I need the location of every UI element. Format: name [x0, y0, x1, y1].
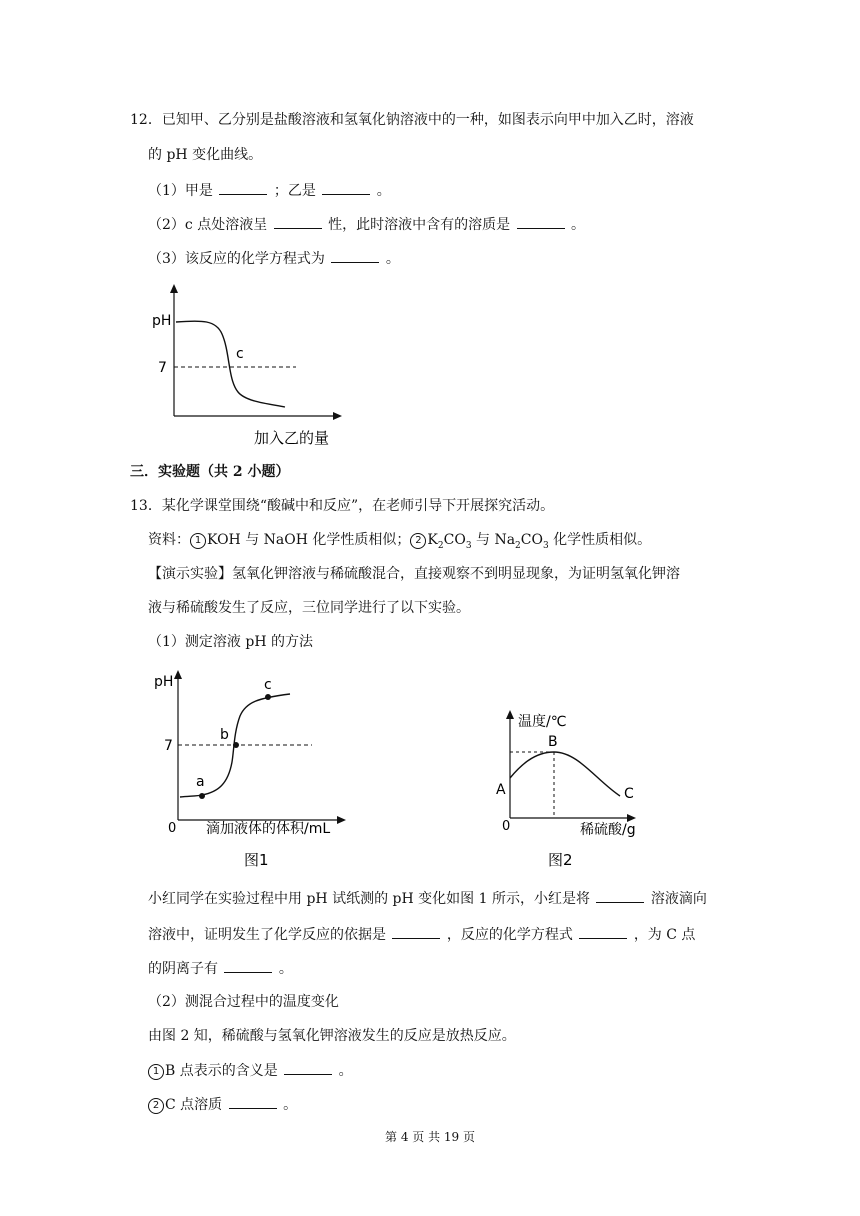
text2-c: ，为 C 点 — [633, 927, 696, 943]
q12-ylabel: pH — [152, 313, 172, 329]
fig2-caption: 图2 — [548, 851, 573, 869]
formula-sub: 3 — [465, 540, 472, 551]
c-end: 。 — [283, 1097, 298, 1113]
q13-text-line2 — [148, 924, 695, 945]
answer-blank[interactable] — [331, 248, 379, 263]
q13-stem: 13．某化学课堂围绕“酸碱中和反应”，在老师引导下开展探究活动。 — [130, 498, 555, 514]
q12-part3-label: （3）该反应的化学方程式为 — [148, 251, 325, 267]
fig2-label-c: C — [624, 786, 634, 802]
q12-part2-label-a: （2）c 点处溶液呈 — [148, 217, 268, 233]
q12-part2-end: 。 — [571, 217, 586, 233]
section-title: 三．实验题（共 2 小题） — [130, 464, 290, 480]
fig2-label-a: A — [496, 782, 506, 798]
q13-sub2: （2）测混合过程中的温度变化 — [148, 994, 339, 1010]
q12-ph-graph — [140, 280, 360, 450]
q13-reference — [148, 530, 651, 556]
answer-blank[interactable] — [517, 214, 565, 229]
text1-b: 溶液滴向 — [650, 891, 707, 907]
formula-co: CO — [520, 532, 543, 548]
formula-sub: 3 — [542, 540, 549, 551]
figure-2-temperature-curve — [490, 700, 650, 872]
b-end: 。 — [338, 1063, 353, 1079]
ref-label: 资料： — [148, 532, 190, 548]
q12-xlabel: 加入乙的量 — [254, 429, 330, 447]
answer-blank[interactable] — [219, 180, 267, 195]
q12-part3 — [148, 248, 400, 269]
ref-end: 化学性质相似。 — [548, 532, 652, 548]
q12-point-c-label: c — [236, 346, 244, 362]
circle-number-2: 2 — [148, 1098, 164, 1114]
q13-sub1: （1）测定溶液 pH 的方法 — [148, 634, 313, 650]
circle-number-2: 2 — [410, 533, 426, 549]
q12-stem-line1: 12．已知甲、乙分别是盐酸溶液和氢氧化钠溶液中的一种，如图表示向甲中加入乙时，溶液 — [130, 112, 694, 128]
ref-mid: 与 Na — [471, 532, 516, 548]
fig1-xlabel: 滴加液体的体积/mL — [206, 821, 331, 837]
fig1-origin: 0 — [168, 821, 177, 836]
q12-y7-label: 7 — [158, 360, 167, 376]
figure-1-ph-curve — [140, 662, 360, 872]
text3-a: 的阴离子有 — [148, 961, 218, 977]
answer-blank[interactable] — [322, 180, 370, 195]
formula-sub: 2 — [437, 540, 444, 551]
q13-fig2-text: 由图 2 知，稀硫酸与氢氧化钾溶液发生的反应是放热反应。 — [148, 1028, 516, 1044]
formula-sub: 2 — [515, 540, 521, 551]
formula-co: CO — [443, 532, 466, 548]
answer-blank[interactable] — [596, 888, 644, 903]
q13-c-item — [148, 1094, 297, 1115]
q13-text-line1 — [148, 888, 707, 909]
circle-number-1: 1 — [148, 1064, 164, 1080]
c-text: C 点溶质 — [165, 1097, 223, 1113]
q12-stem-line2: 的 pH 变化曲线。 — [148, 147, 263, 163]
circle-number-1: 1 — [190, 533, 206, 549]
b-text: B 点表示的含义是 — [165, 1063, 278, 1079]
fig1-label-b: b — [220, 727, 229, 743]
ref-item1: KOH 与 NaOH 化学性质相似； — [207, 532, 411, 548]
fig1-y7-label: 7 — [164, 738, 173, 754]
fig1-ylabel: pH — [154, 674, 174, 690]
answer-blank[interactable] — [392, 924, 440, 939]
q12-part2 — [148, 214, 585, 235]
answer-blank[interactable] — [224, 958, 272, 973]
fig2-origin: 0 — [502, 819, 511, 834]
text2-b: ，反应的化学方程式 — [446, 927, 573, 943]
fig2-ylabel: 温度/℃ — [518, 714, 567, 730]
answer-blank[interactable] — [579, 924, 627, 939]
text2-a: 溶液中，证明发生了化学反应的依据是 — [148, 927, 386, 943]
q13-demo-line2: 液与稀硫酸发生了反应，三位同学进行了以下实验。 — [148, 600, 470, 616]
point-c — [265, 694, 271, 700]
fig1-label-a: a — [196, 774, 205, 790]
answer-blank[interactable] — [284, 1060, 332, 1075]
q13-b-item — [148, 1060, 353, 1081]
text1-a: 小红同学在实验过程中用 pH 试纸测的 pH 变化如图 1 所示，小红是将 — [148, 891, 590, 907]
q12-part2-label-b: 性，此时溶液中含有的溶质是 — [328, 217, 511, 233]
q13-text-line3 — [148, 958, 293, 979]
q12-part1-label-a: （1）甲是 — [148, 183, 213, 199]
formula-k: K — [427, 532, 438, 548]
q12-part1-end: 。 — [376, 183, 391, 199]
fig1-label-c: c — [264, 677, 272, 693]
q12-part3-end: 。 — [385, 251, 400, 267]
q12-part1-label-b: ；乙是 — [273, 183, 316, 199]
q13-demo-line1: 【演示实验】氢氧化钾溶液与稀硫酸混合，直接观察不到明显现象，为证明氢氧化钾溶 — [148, 566, 680, 582]
fig1-caption: 图1 — [244, 851, 269, 869]
q12-part1 — [148, 180, 391, 201]
answer-blank[interactable] — [229, 1094, 277, 1109]
answer-blank[interactable] — [274, 214, 322, 229]
fig2-label-b: B — [548, 734, 558, 750]
text3-end: 。 — [278, 961, 293, 977]
point-b — [233, 742, 239, 748]
point-a — [199, 793, 205, 799]
page-footer: 第 4 页 共 19 页 — [385, 1130, 475, 1144]
fig2-xlabel: 稀硫酸/g — [580, 822, 636, 838]
